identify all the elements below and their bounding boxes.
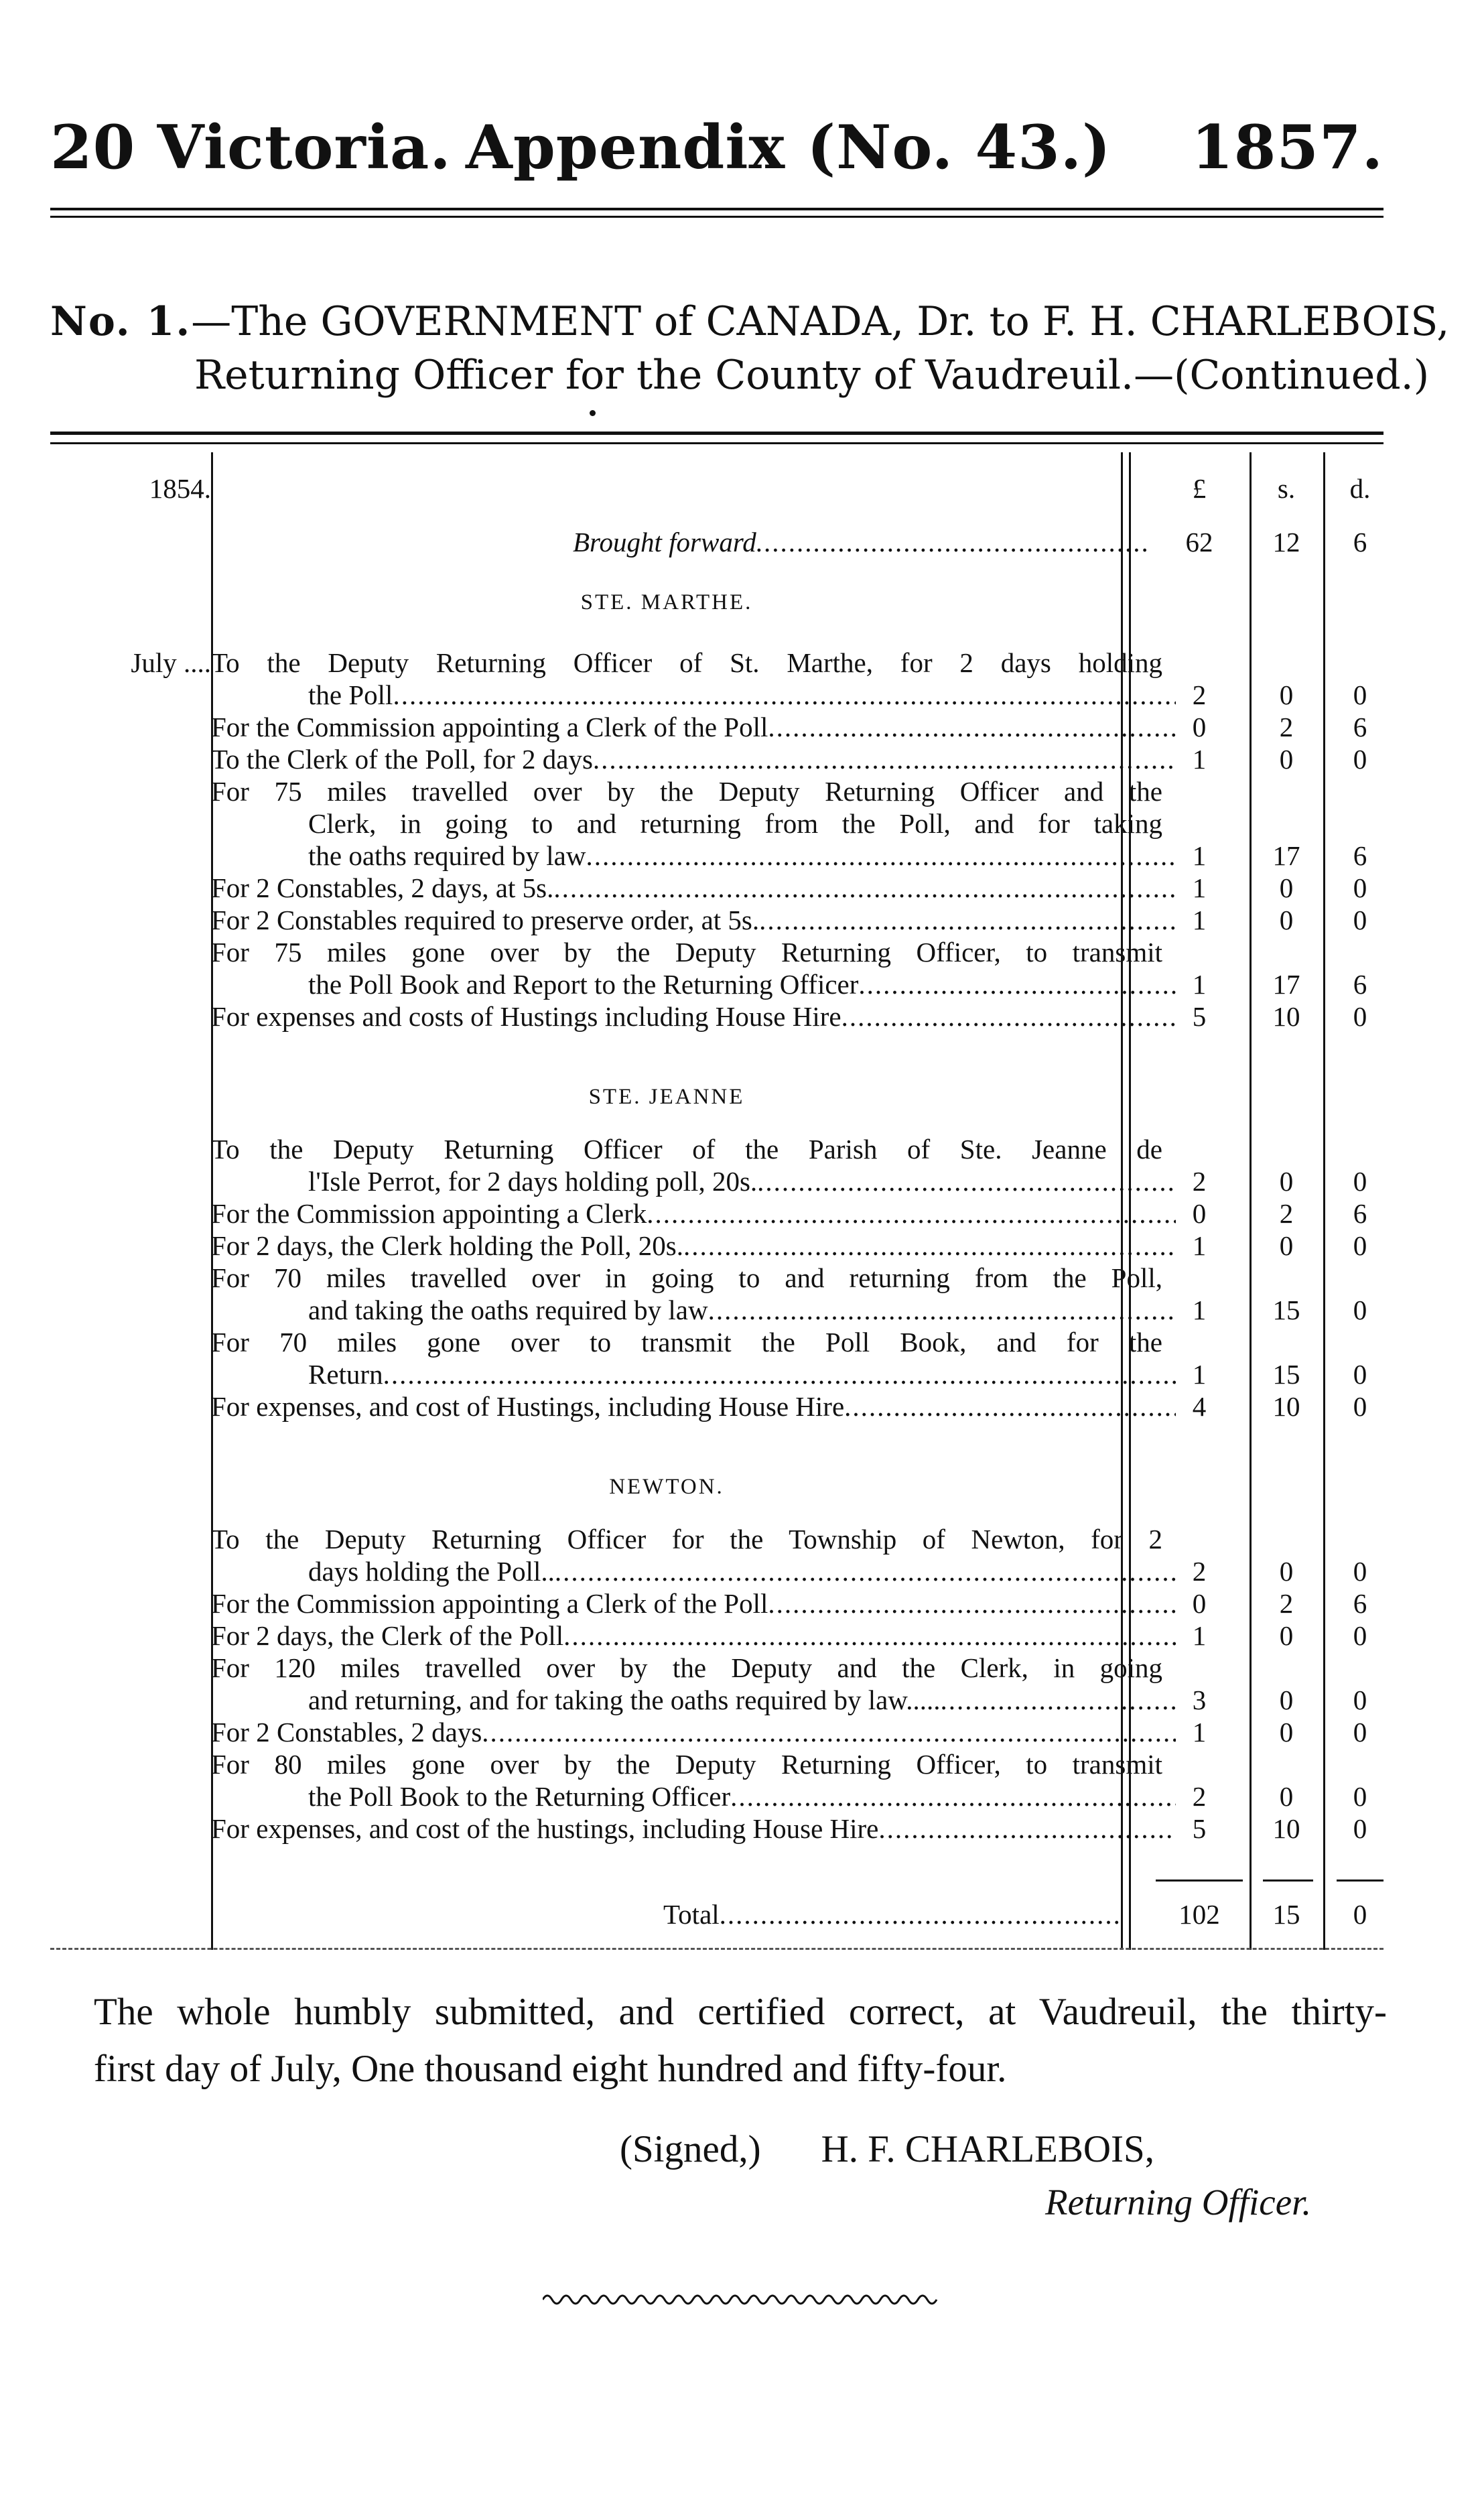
amount-pounds: 1 xyxy=(1192,872,1207,903)
item-text xyxy=(211,1587,1176,1620)
table-bottom-rule xyxy=(50,1948,1384,1950)
ledger-line xyxy=(50,872,1384,904)
item-text-text: the Poll Book and Report to the Returning Officer xyxy=(308,969,859,1000)
item-text: For 80 miles gone over by the Deputy Returning Officer, to transmit xyxy=(211,1749,1162,1780)
item-text xyxy=(308,1294,1176,1326)
sum-rule xyxy=(1263,1880,1313,1882)
amount-pence: 6 xyxy=(1353,712,1367,742)
leader-dots xyxy=(586,840,1176,872)
amount-shillings: 0 xyxy=(1279,905,1294,935)
certification-line2: first day of July, One thousand eight hundred and fifty-four. xyxy=(94,2048,1007,2090)
leader-dots xyxy=(593,743,1176,775)
amount-pence: 0 xyxy=(1353,1685,1367,1715)
amount-pounds: 1 xyxy=(1192,840,1207,871)
leader-dots xyxy=(555,1555,1176,1587)
item-text xyxy=(211,1197,1176,1230)
header-rule-bottom xyxy=(50,216,1384,218)
amount-pounds: 1 xyxy=(1192,1295,1207,1325)
item-text: Clerk, in going to and returning from the Poll, and for taking xyxy=(308,808,1162,839)
item-description xyxy=(211,1748,1176,1780)
column-header-pounds: £ xyxy=(1192,473,1207,504)
item-text: To the Deputy Returning Officer of St. Marthe, for 2 days holding xyxy=(211,647,1162,678)
item-text xyxy=(211,904,1176,936)
amount-shillings: 2 xyxy=(1279,712,1294,742)
item-description xyxy=(211,1523,1176,1555)
amount-pounds: 0 xyxy=(1192,1588,1207,1619)
amount-pence: 6 xyxy=(1353,1588,1367,1619)
amount-pounds: 1 xyxy=(1192,1717,1207,1747)
item-description xyxy=(211,1620,1176,1652)
item-text xyxy=(211,1620,1176,1652)
amount-shillings: 0 xyxy=(1279,1781,1294,1812)
item-description xyxy=(308,1684,1176,1716)
total-label xyxy=(663,1898,1119,1930)
amount-pounds: 1 xyxy=(1192,744,1207,775)
leader-dots xyxy=(878,1812,1176,1845)
ledger-line xyxy=(50,807,1384,840)
signatory-name: H. F. CHARLEBOIS, xyxy=(821,2128,1154,2170)
amount-pence: 0 xyxy=(1353,905,1367,935)
amount-shillings: 0 xyxy=(1279,1717,1294,1747)
section-heading-row xyxy=(50,1081,1384,1113)
ledger-line xyxy=(50,1716,1384,1748)
header-appendix: Appendix (No. 43.) xyxy=(466,112,1111,183)
ledger-line xyxy=(50,1390,1384,1423)
amount-pounds: 1 xyxy=(1192,1620,1207,1651)
item-description xyxy=(211,904,1176,936)
amount-pence: 0 xyxy=(1353,872,1367,903)
item-text xyxy=(308,679,1176,711)
sum-rule xyxy=(1156,1880,1243,1882)
item-text xyxy=(308,1358,1176,1390)
amount-pence: 0 xyxy=(1353,1230,1367,1261)
leader-dots xyxy=(858,968,1176,1000)
item-text xyxy=(211,1716,1176,1748)
item-text-text: and returning, and for taking the oaths required by law..... xyxy=(308,1685,941,1715)
header-session: 20 Victoria. xyxy=(50,112,452,183)
amount-pounds: 102 xyxy=(1178,1899,1220,1930)
amount-pence: 0 xyxy=(1353,1166,1367,1197)
item-text: To the Deputy Returning Officer for the Township of Newton, for 2 xyxy=(211,1524,1162,1555)
item-text-text: For the Commission appointing a Clerk of the Poll xyxy=(211,712,768,742)
ledger-line xyxy=(50,1133,1384,1165)
amount-shillings: 12 xyxy=(1272,527,1300,557)
ledger-line xyxy=(50,1165,1384,1197)
ledger-line xyxy=(50,1000,1384,1033)
brought-forward-label-text: Brought forward xyxy=(573,527,756,557)
item-text-text: For expenses, and cost of Hustings, including House Hire xyxy=(211,1391,845,1422)
amount-pounds: 5 xyxy=(1192,1001,1207,1032)
amount-pounds: 1 xyxy=(1192,1230,1207,1261)
table-rule-top xyxy=(50,432,1384,435)
item-description xyxy=(211,1262,1176,1294)
item-text-text: the oaths required by law xyxy=(308,840,586,871)
item-description xyxy=(211,1652,1176,1684)
amount-shillings: 2 xyxy=(1279,1198,1294,1229)
amount-pence: 6 xyxy=(1353,1198,1367,1229)
amount-pence: 0 xyxy=(1353,1717,1367,1747)
leader-dots xyxy=(383,1358,1176,1390)
item-text: For 120 miles travelled over by the Deputy and the Clerk, in going xyxy=(211,1652,1162,1683)
item-description xyxy=(211,775,1176,807)
item-description xyxy=(308,807,1176,840)
amount-pence: 0 xyxy=(1353,1001,1367,1032)
ornament-dot xyxy=(590,410,596,416)
item-description xyxy=(308,840,1176,872)
item-text-text: days holding the Poll.. xyxy=(308,1556,555,1587)
document-title-line2: Returning Officer for the County of Vaudreuil.—(Continued.) xyxy=(194,352,1430,399)
leader-dots xyxy=(841,1000,1176,1033)
page-header xyxy=(50,111,1384,191)
amount-shillings: 0 xyxy=(1279,1556,1294,1587)
item-text xyxy=(211,743,1176,775)
item-text: For 75 miles gone over by the Deputy Returning Officer, to transmit xyxy=(211,937,1162,968)
ledger-line xyxy=(50,1780,1384,1812)
amount-pounds: 3 xyxy=(1192,1685,1207,1715)
leader-dots xyxy=(844,1390,1176,1423)
ledger-line xyxy=(50,1294,1384,1326)
ledger-line xyxy=(50,1197,1384,1230)
ledger-line xyxy=(50,1812,1384,1845)
entry-date: July .... xyxy=(131,647,211,678)
item-text xyxy=(211,1390,1176,1423)
amount-pence: 0 xyxy=(1353,1620,1367,1651)
leader-dots xyxy=(683,1230,1176,1262)
leader-dots xyxy=(759,904,1176,936)
ledger-line xyxy=(50,1555,1384,1587)
leader-dots xyxy=(708,1294,1176,1326)
item-description xyxy=(211,1812,1176,1845)
ledger-line xyxy=(50,1230,1384,1262)
column-header-pence: d. xyxy=(1349,473,1371,504)
item-description xyxy=(211,1390,1176,1423)
amount-shillings: 0 xyxy=(1279,1166,1294,1197)
leader-dots xyxy=(647,1197,1176,1230)
amount-pounds: 1 xyxy=(1192,969,1207,1000)
sum-rule xyxy=(1337,1880,1384,1882)
ledger-line xyxy=(50,1748,1384,1780)
year-label: 1854. xyxy=(149,473,211,504)
header-year: 1857. xyxy=(1191,112,1384,183)
leader-dots xyxy=(756,526,1149,558)
amount-shillings: 0 xyxy=(1279,1620,1294,1651)
item-description xyxy=(308,1294,1176,1326)
item-description xyxy=(308,1555,1176,1587)
amount-shillings: 0 xyxy=(1279,679,1294,710)
amount-pounds: 2 xyxy=(1192,1166,1207,1197)
ledger-line xyxy=(50,1587,1384,1620)
ledger-line xyxy=(50,775,1384,807)
item-description xyxy=(308,1780,1176,1812)
section-heading-row xyxy=(50,1471,1384,1503)
amount-pence: 6 xyxy=(1353,527,1367,557)
item-text-text: the Poll xyxy=(308,679,393,710)
amount-shillings: 0 xyxy=(1279,744,1294,775)
leader-dots xyxy=(720,1898,1119,1930)
amount-pence: 0 xyxy=(1353,1359,1367,1390)
item-text-text: For 2 days, the Clerk holding the Poll, 20s. xyxy=(211,1230,683,1261)
item-text xyxy=(211,1230,1176,1262)
ledger-line xyxy=(50,1652,1384,1684)
item-text xyxy=(308,1555,1176,1587)
item-description xyxy=(211,936,1176,968)
leader-dots xyxy=(768,711,1176,743)
item-text xyxy=(308,968,1176,1000)
amount-pounds: 2 xyxy=(1192,679,1207,710)
leader-dots xyxy=(482,1716,1176,1748)
ledger-line xyxy=(50,1523,1384,1555)
ledger-line xyxy=(50,1620,1384,1652)
item-description xyxy=(211,1326,1176,1358)
item-description xyxy=(308,968,1176,1000)
signature-line xyxy=(620,2127,1154,2171)
signed-label: (Signed,) xyxy=(620,2128,761,2170)
ledger-line xyxy=(50,743,1384,775)
certification xyxy=(94,1983,1387,2097)
item-text-text: For the Commission appointing a Clerk of the Poll xyxy=(211,1588,768,1619)
decorative-wavy-rule xyxy=(543,2292,938,2308)
ledger-line xyxy=(50,1684,1384,1716)
section-heading: STE. JEANNE xyxy=(588,1085,745,1109)
ledger-line xyxy=(50,647,1384,679)
amount-shillings: 15 xyxy=(1272,1899,1300,1930)
amount-pounds: 5 xyxy=(1192,1813,1207,1844)
table-header-row xyxy=(50,472,1384,505)
leader-dots xyxy=(940,1684,1176,1716)
amount-pounds: 2 xyxy=(1192,1781,1207,1812)
leader-dots xyxy=(563,1620,1176,1652)
table-rule-second xyxy=(50,442,1384,444)
brought-forward-label xyxy=(573,526,1149,558)
item-text-text: For expenses, and cost of the hustings, including House Hire xyxy=(211,1813,879,1844)
leader-dots xyxy=(553,872,1176,904)
ledger-line xyxy=(50,679,1384,711)
amount-pounds: 0 xyxy=(1192,1198,1207,1229)
amount-shillings: 0 xyxy=(1279,1685,1294,1715)
total-desc xyxy=(211,1898,1119,1930)
amount-pence: 0 xyxy=(1353,1295,1367,1325)
item-text-text: For 2 Constables required to preserve order, at 5s. xyxy=(211,905,760,935)
item-text-text: the Poll Book to the Returning Officer xyxy=(308,1781,731,1812)
item-description xyxy=(308,679,1176,711)
item-text-text: For expenses and costs of Hustings including House Hire xyxy=(211,1001,841,1032)
amount-pounds: 1 xyxy=(1192,1359,1207,1390)
item-description xyxy=(211,1587,1176,1620)
section-heading: STE. MARTHE. xyxy=(580,590,753,614)
item-text xyxy=(211,1000,1176,1033)
amount-shillings: 0 xyxy=(1279,872,1294,903)
amount-pence: 0 xyxy=(1353,679,1367,710)
item-description xyxy=(211,711,1176,743)
amount-shillings: 0 xyxy=(1279,1230,1294,1261)
brought-forward-desc xyxy=(211,526,1149,558)
item-description xyxy=(211,1197,1176,1230)
document-title-text: —The GOVERNMENT of CANADA, Dr. to F. H. CHARLEBOIS, xyxy=(191,298,1450,345)
section-heading: NEWTON. xyxy=(609,1475,724,1499)
item-text: For 70 miles travelled over in going to and returning from the Poll, xyxy=(211,1262,1162,1293)
certification-line1: The whole humbly submitted, and certified correct, at Vaudreuil, the thirty- xyxy=(94,1991,1387,2033)
amount-pounds: 4 xyxy=(1192,1391,1207,1422)
amount-shillings: 15 xyxy=(1272,1295,1300,1325)
item-text-text: To the Clerk of the Poll, for 2 days xyxy=(211,744,593,775)
leader-dots xyxy=(768,1587,1176,1620)
account-table xyxy=(50,452,1384,1950)
item-text xyxy=(308,840,1176,872)
signatory-title: Returning Officer. xyxy=(1045,2182,1312,2223)
item-description xyxy=(308,1165,1176,1197)
leader-dots xyxy=(757,1165,1176,1197)
amount-pence: 6 xyxy=(1353,969,1367,1000)
ledger-line xyxy=(50,904,1384,936)
item-description xyxy=(211,1716,1176,1748)
brought-forward-row xyxy=(50,526,1384,558)
amount-pence: 0 xyxy=(1353,744,1367,775)
item-description xyxy=(308,1358,1176,1390)
ledger-line xyxy=(50,936,1384,968)
ledger-line xyxy=(50,1262,1384,1294)
amount-pence: 0 xyxy=(1353,1813,1367,1844)
item-text: To the Deputy Returning Officer of the Parish of Ste. Jeanne de xyxy=(211,1134,1162,1165)
item-description xyxy=(211,743,1176,775)
item-text xyxy=(211,872,1176,904)
column-header-shillings: s. xyxy=(1277,473,1296,504)
section-heading-row xyxy=(50,586,1384,618)
ledger-line xyxy=(50,968,1384,1000)
item-text xyxy=(308,1780,1176,1812)
amount-pounds: 1 xyxy=(1192,905,1207,935)
item-description xyxy=(211,1230,1176,1262)
item-text xyxy=(308,1684,1176,1716)
item-text xyxy=(308,1165,1176,1197)
amount-pounds: 62 xyxy=(1185,527,1213,557)
item-text-text: For 2 Constables, 2 days, at 5s. xyxy=(211,872,554,903)
item-text-text: and taking the oaths required by law xyxy=(308,1295,708,1325)
amount-shillings: 17 xyxy=(1272,969,1300,1000)
item-text-text: For 2 Constables, 2 days xyxy=(211,1717,482,1747)
item-text xyxy=(211,1812,1176,1845)
amount-shillings: 15 xyxy=(1272,1359,1300,1390)
leader-dots xyxy=(393,679,1176,711)
item-text-text: For the Commission appointing a Clerk xyxy=(211,1198,647,1229)
item-description xyxy=(211,872,1176,904)
amount-pence: 6 xyxy=(1353,840,1367,871)
ledger-line xyxy=(50,1326,1384,1358)
amount-shillings: 10 xyxy=(1272,1391,1300,1422)
amount-pounds: 2 xyxy=(1192,1556,1207,1587)
item-description xyxy=(211,1133,1176,1165)
amount-shillings: 10 xyxy=(1272,1813,1300,1844)
amount-pence: 0 xyxy=(1353,1899,1367,1930)
total-label-text: Total xyxy=(663,1899,720,1930)
total-row xyxy=(50,1898,1384,1930)
document-number: No. 1. xyxy=(50,298,192,345)
header-rule-top xyxy=(50,208,1384,210)
item-description xyxy=(211,1000,1176,1033)
document-title-line1 xyxy=(50,295,1450,348)
item-text-text: Return xyxy=(308,1359,383,1390)
item-text xyxy=(211,711,1176,743)
amount-pounds: 0 xyxy=(1192,712,1207,742)
item-text: For 75 miles travelled over by the Deputy Returning Officer and the xyxy=(211,776,1162,807)
item-text: For 70 miles gone over to transmit the Poll Book, and for the xyxy=(211,1327,1162,1358)
ledger-line xyxy=(50,711,1384,743)
amount-pence: 0 xyxy=(1353,1781,1367,1812)
item-text-text: l'Isle Perrot, for 2 days holding poll, 20s. xyxy=(308,1166,758,1197)
amount-pence: 0 xyxy=(1353,1556,1367,1587)
amount-shillings: 10 xyxy=(1272,1001,1300,1032)
ledger-line xyxy=(50,840,1384,872)
item-description xyxy=(211,647,1176,679)
amount-pence: 0 xyxy=(1353,1391,1367,1422)
item-text-text: For 2 days, the Clerk of the Poll xyxy=(211,1620,564,1651)
ledger-line xyxy=(50,1358,1384,1390)
amount-shillings: 2 xyxy=(1279,1588,1294,1619)
amount-shillings: 17 xyxy=(1272,840,1300,871)
leader-dots xyxy=(730,1780,1176,1812)
